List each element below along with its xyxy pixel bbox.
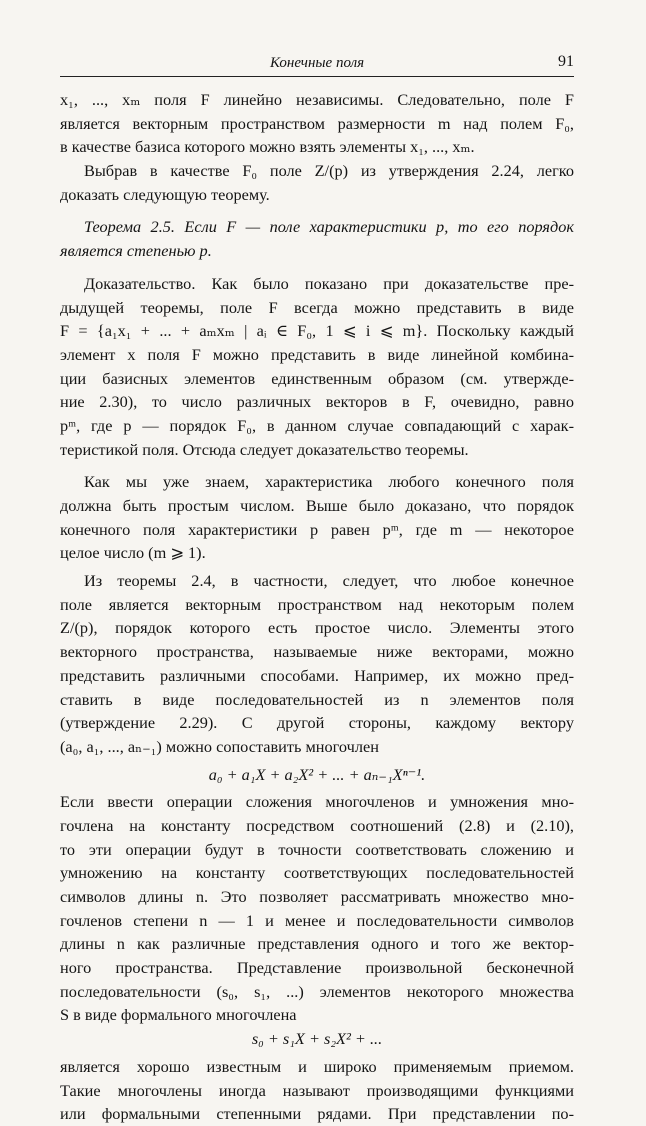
proof-line: ции базисных элементов единственным образом (см. утвержде- bbox=[60, 368, 574, 388]
text-line: умножению на константу соответствующих последовательностей bbox=[60, 863, 574, 883]
page-number: 91 bbox=[558, 53, 574, 70]
text-line: Из теоремы 2.4, в частности, следует, что любое конечное bbox=[84, 571, 574, 591]
text-line: Z/(p), порядок которого есть простое число. Элементы этого bbox=[60, 618, 574, 638]
running-title: Конечные поля bbox=[270, 55, 365, 71]
text-line: гочлена на константу посредством соотношений (2.8) и (2.10), bbox=[60, 815, 574, 835]
text-line: длины n как различные представления одного и того же вектор- bbox=[60, 934, 574, 954]
text-line: Как мы уже знаем, характеристика любого конечного поля bbox=[84, 472, 574, 492]
text-line: конечного поля характеристики p равен pᵐ, где m — некоторое bbox=[60, 519, 574, 539]
text-line: гочленов степени n — 1 и менее и последовательности символов bbox=[60, 910, 574, 930]
page-body bbox=[60, 88, 574, 1126]
polynomial-formula: a₀ + a₁X + a₂X² + ... + aₙ₋₁Xⁿ⁻¹. bbox=[208, 764, 426, 784]
text-line: векторного пространства, называемые ниже векторами, можно bbox=[60, 642, 574, 662]
text-line: x₁, ..., xₘ поля F линейно независимы. Следовательно, поле F bbox=[60, 90, 574, 109]
text-line: должна быть простым числом. Выше было доказано, что порядок bbox=[60, 496, 574, 515]
text-line: (утверждение 2.29). С другой стороны, каждому вектору bbox=[60, 713, 574, 733]
text-line: то эти операции будут в точности соответствовать сложению и bbox=[60, 839, 574, 859]
text-line: в качестве базиса которого можно взять элементы x₁, ..., xₘ. bbox=[60, 137, 475, 157]
text-line: является векторным пространством размерности m над полем F₀, bbox=[60, 113, 574, 133]
text-line: доказать следующую теорему. bbox=[60, 184, 270, 204]
proof-line: элемент x поля F можно представить в виде линейной комбина- bbox=[60, 344, 574, 364]
proof-line: дыдущей теоремы, поле F всегда можно представить в виде bbox=[60, 297, 574, 317]
text-line: поле является векторным пространством над некоторым полем bbox=[60, 594, 574, 614]
proof-line: F = {a₁x₁ + ... + aₘxₘ | aᵢ ∈ F₀, 1 ⩽ i ⩽ m}. Поскольку каждый bbox=[60, 321, 574, 341]
text-line: символов длины n. Это позволяет рассматривать множество мно- bbox=[60, 887, 574, 906]
proof-line: ние 2.30), то число различных векторов в F, очевидно, равно bbox=[60, 392, 574, 412]
page-header bbox=[60, 53, 574, 75]
proof-line: Доказательство. Как было показано при доказательстве пре- bbox=[84, 273, 574, 293]
text-line: Такие многочлены иногда называют производящими функциями bbox=[60, 1080, 574, 1100]
text-line: Выбрав в качестве F₀ поле Z/(p) из утверждения 2.24, легко bbox=[84, 161, 574, 181]
text-line: ного пространства. Представление произвольной бесконечной bbox=[60, 958, 574, 978]
theorem-line: Теорема 2.5. Если F — поле характеристики p, то его порядок bbox=[84, 217, 574, 237]
proof-line: теристикой поля. Отсюда следует доказательство теоремы. bbox=[60, 439, 469, 459]
text-line: ставить в виде последовательностей из n элементов поля bbox=[60, 689, 574, 709]
series-formula: s₀ + s₁X + s₂X² + ... bbox=[251, 1029, 383, 1049]
proof-line: pᵐ, где p — порядок F₀, в данном случае совпадающий с харак- bbox=[60, 415, 574, 435]
text-line: (a₀, a₁, ..., aₙ₋₁) можно сопоставить многочлен bbox=[60, 736, 379, 756]
text-line: последовательности (s₀, s₁, ...) элементов некоторого множества bbox=[60, 981, 574, 1001]
text-line: S в виде формального многочлена bbox=[60, 1005, 297, 1025]
text-line: представить различными способами. Например, их можно пред- bbox=[60, 665, 574, 685]
text-line: целое число (m ⩾ 1). bbox=[60, 543, 206, 563]
text-line: является хорошо известным и широко применяемым приемом. bbox=[60, 1056, 574, 1076]
text-line: Если ввести операции сложения многочленов и умножения мно- bbox=[60, 792, 574, 812]
header-rule bbox=[60, 76, 574, 77]
theorem-line: является степенью p. bbox=[60, 241, 212, 261]
text-line: или формальными степенными рядами. При представлении по- bbox=[60, 1104, 574, 1124]
